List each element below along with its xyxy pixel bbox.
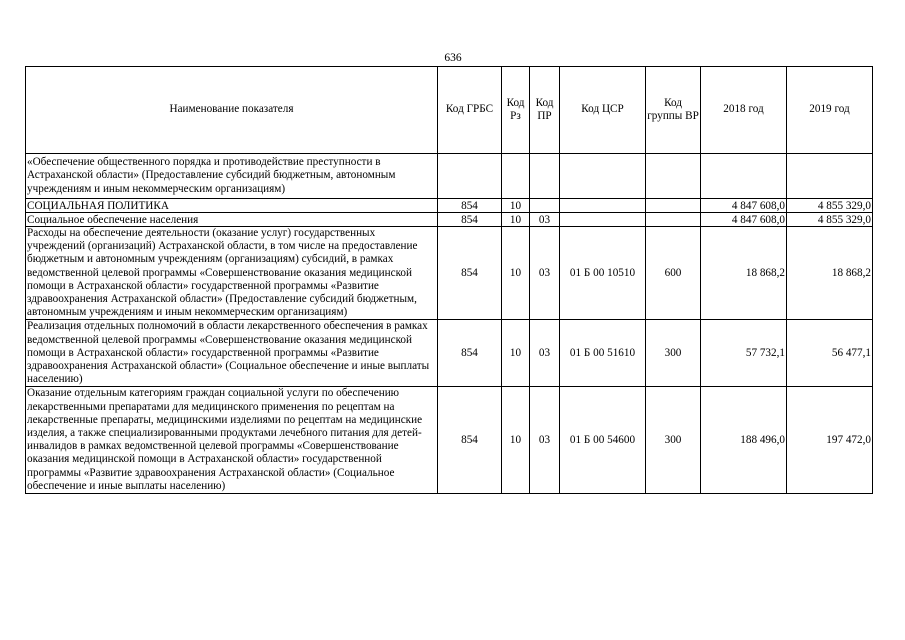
row-vr bbox=[646, 154, 701, 199]
row-2018: 18 868,2 bbox=[701, 227, 787, 320]
row-vr: 600 bbox=[646, 227, 701, 320]
row-name: Реализация отдельных полномочий в области лекарственного обеспечения в рамках ведомственной целевой программы «Совершенствование оказания медицинской помощи в Астраханской области» государственной программы «Развитие здравоохранения Астраханской области» (Социальное обеспечение и иные выплаты населению) bbox=[26, 320, 438, 387]
row-grbs: 854 bbox=[438, 199, 502, 213]
table-row bbox=[26, 320, 873, 387]
row-2019: 4 855 329,0 bbox=[787, 213, 873, 227]
row-grbs: 854 bbox=[438, 320, 502, 387]
row-csr bbox=[560, 199, 646, 213]
row-rz: 10 bbox=[502, 199, 530, 213]
budget-table bbox=[25, 66, 873, 494]
header-vr: Код группы ВР bbox=[646, 67, 701, 154]
table-row bbox=[26, 213, 873, 227]
row-2019: 197 472,0 bbox=[787, 387, 873, 494]
header-csr: Код ЦСР bbox=[560, 67, 646, 154]
row-vr bbox=[646, 213, 701, 227]
row-vr: 300 bbox=[646, 320, 701, 387]
row-csr: 01 Б 00 10510 bbox=[560, 227, 646, 320]
row-2018: 4 847 608,0 bbox=[701, 199, 787, 213]
row-pr bbox=[530, 199, 560, 213]
row-pr bbox=[530, 154, 560, 199]
header-name: Наименование показателя bbox=[26, 67, 438, 154]
row-pr: 03 bbox=[530, 213, 560, 227]
header-grbs: Код ГРБС bbox=[438, 67, 502, 154]
row-2018 bbox=[701, 154, 787, 199]
row-csr: 01 Б 00 54600 bbox=[560, 387, 646, 494]
row-grbs bbox=[438, 154, 502, 199]
row-2019: 18 868,2 bbox=[787, 227, 873, 320]
row-pr: 03 bbox=[530, 320, 560, 387]
row-2018: 57 732,1 bbox=[701, 320, 787, 387]
row-name: СОЦИАЛЬНАЯ ПОЛИТИКА bbox=[26, 199, 438, 213]
row-name: Оказание отдельным категориям граждан социальной услуги по обеспечению лекарственными препаратами для медицинского применения по рецептам на лекарственные препараты, медицинскими изделиями по рецептам на медицинские изделия, а также специализированными продуктами лечебного питания для детей-инвалидов в рамках ведомственной целевой программы «Совершенствование оказания медицинской помощи в Астраханской области» государственной программы «Развитие здравоохранения Астраханской области» (Социальное обеспечение и иные выплаты населению) bbox=[26, 387, 438, 494]
row-rz: 10 bbox=[502, 213, 530, 227]
row-name: Расходы на обеспечение деятельности (оказание услуг) государственных учреждений (организаций) Астраханской области, в том числе на предоставление бюджетным и автономным учреждениям (организациям) субсидий, в рамках ведомственной целевой программы «Совершенствование оказания медицинской помощи в Астраханской области» государственной программы «Развитие здравоохранения Астраханской области» (Предоставление субсидий бюджетным, автономным учреждениям и иным некоммерческим организациям) bbox=[26, 227, 438, 320]
row-vr bbox=[646, 199, 701, 213]
row-grbs: 854 bbox=[438, 387, 502, 494]
row-rz bbox=[502, 154, 530, 199]
header-2019: 2019 год bbox=[787, 67, 873, 154]
header-pr: Код ПР bbox=[530, 67, 560, 154]
row-2019 bbox=[787, 154, 873, 199]
header-2018: 2018 год bbox=[701, 67, 787, 154]
row-2018: 188 496,0 bbox=[701, 387, 787, 494]
row-rz: 10 bbox=[502, 227, 530, 320]
table-row bbox=[26, 199, 873, 213]
table-row bbox=[26, 154, 873, 199]
row-name: «Обеспечение общественного порядка и противодействие преступности в Астраханской области» (Предоставление субсидий бюджетным, автономным учреждениям и иным некоммерческим организациям) bbox=[26, 154, 438, 199]
header-rz: Код Рз bbox=[502, 67, 530, 154]
table-row bbox=[26, 387, 873, 494]
row-csr bbox=[560, 213, 646, 227]
row-name: Социальное обеспечение населения bbox=[26, 213, 438, 227]
row-rz: 10 bbox=[502, 387, 530, 494]
row-pr: 03 bbox=[530, 387, 560, 494]
row-rz: 10 bbox=[502, 320, 530, 387]
header-row bbox=[26, 67, 873, 154]
row-grbs: 854 bbox=[438, 213, 502, 227]
row-csr: 01 Б 00 51610 bbox=[560, 320, 646, 387]
row-2019: 56 477,1 bbox=[787, 320, 873, 387]
row-csr bbox=[560, 154, 646, 199]
row-vr: 300 bbox=[646, 387, 701, 494]
row-pr: 03 bbox=[530, 227, 560, 320]
table-row bbox=[26, 227, 873, 320]
row-2019: 4 855 329,0 bbox=[787, 199, 873, 213]
page-number: 636 bbox=[444, 52, 462, 64]
row-grbs: 854 bbox=[438, 227, 502, 320]
row-2018: 4 847 608,0 bbox=[701, 213, 787, 227]
